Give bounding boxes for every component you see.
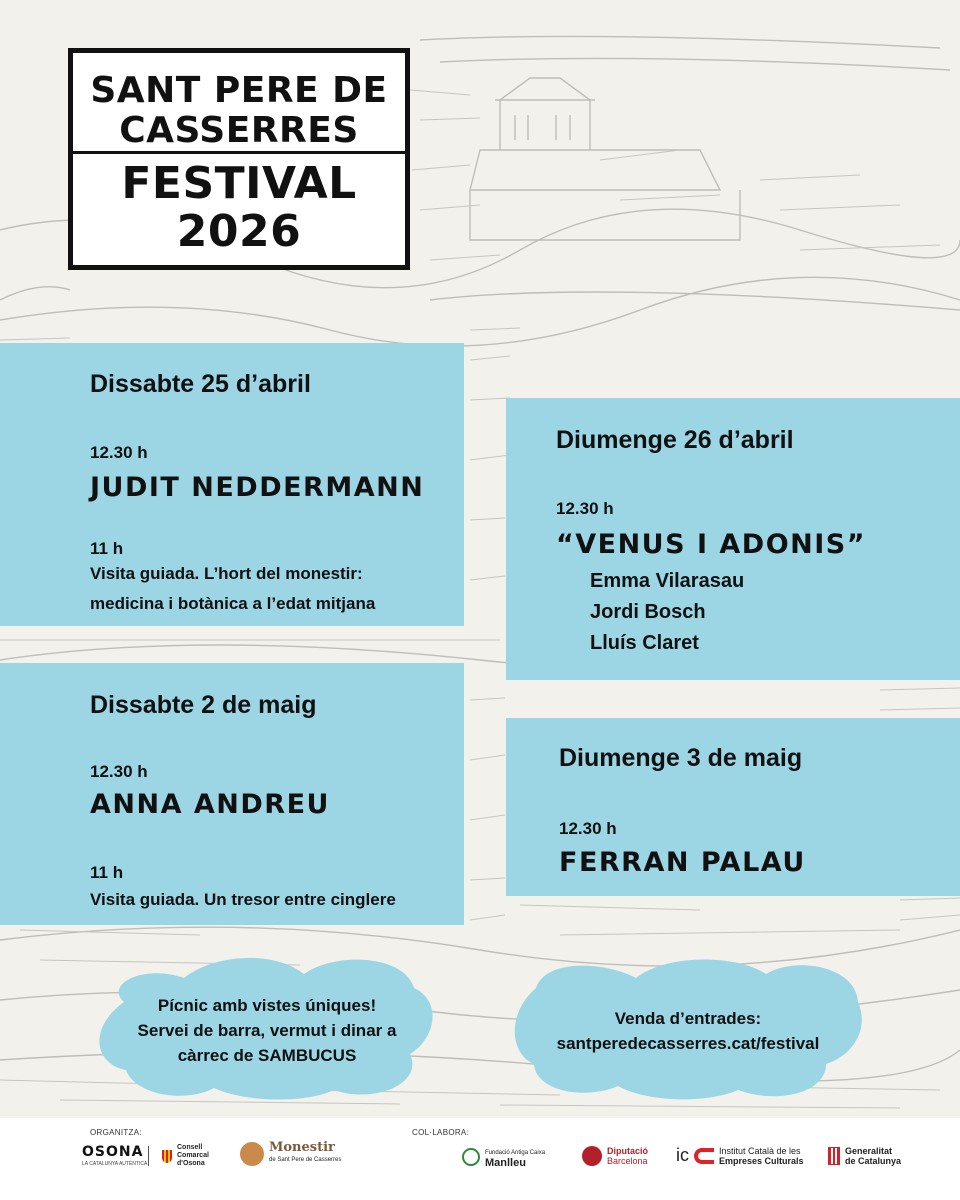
picnic-line-1: Pícnic amb vistes úniques! [157,996,377,1015]
event-time: 12.30 h [90,443,148,462]
generalitat-stripes-icon [828,1147,840,1165]
icec-line-2: Empreses Culturals [719,1155,804,1166]
event-time: 12.30 h [559,819,617,838]
title-year: 2026 [176,206,302,257]
event-day: Diumenge 26 d’abril [556,426,794,454]
festival-title-box [68,48,410,270]
monestir-text [269,1140,342,1165]
event-block-sun-3-may [506,718,960,896]
consell-line-3: d'Osona [177,1160,205,1167]
fundacio-line-1: Fundació Antiga Caixa [485,1150,546,1156]
picnic-text [114,993,420,1068]
icec-logo [676,1145,804,1166]
consell-shield-icon [162,1150,172,1163]
event-artist: JUDIT NEDDERMANN [90,472,425,503]
event-block-sun-26-april [506,398,960,680]
icec-c-icon [694,1148,714,1164]
visit-time: 11 h [90,863,124,882]
title-line-1: SANT PERE DE [90,70,388,111]
fundacio-line-2: Manlleu [485,1157,526,1169]
footer-divider [148,1146,149,1166]
icec-line-1: Institut Català de les [719,1145,801,1156]
fundacio-leaf-icon [462,1148,480,1166]
diputacio-line-2: Barcelona [607,1156,648,1166]
cast-list [590,566,744,659]
title-line-2: CASSERRES [119,110,359,151]
organitza-label: ORGANITZA: [90,1128,142,1137]
generalitat-text [845,1146,901,1166]
event-time: 12.30 h [556,499,614,518]
monestir-line-2: de Sant Pere de Casserres [269,1157,342,1163]
fundacio-text [485,1146,545,1168]
event-block-sat-2-may [0,663,464,925]
title-location [73,53,405,151]
cast-member: Lluís Claret [590,632,699,654]
event-artist: ANNA ANDREU [90,789,330,820]
osona-tagline: LA CATALUNYA AUTÈNTICA [82,1161,148,1167]
fundacio-manlleu-logo [462,1146,545,1168]
visit-description: Visita guiada. Un tresor entre cinglere [90,890,396,909]
consell-line-1: Consell [177,1144,203,1151]
monestir-line-1: Monestir [269,1140,335,1155]
consell-comarcal-logo [162,1144,209,1168]
event-day: Dissabte 25 d’abril [90,370,311,398]
tickets-label: Venda d’entrades: [614,1009,762,1028]
event-block-sat-25-april [0,343,464,626]
event-artist: “VENUS I ADONIS” [556,529,866,560]
osona-logo [82,1144,147,1167]
generalitat-line-1: Generalitat [845,1146,893,1156]
cast-member: Emma Vilarasau [590,570,745,592]
event-artist: FERRAN PALAU [559,847,806,878]
diputacio-line-1: Diputació [607,1146,649,1156]
collabora-label: COL·LABORA: [412,1128,470,1137]
event-time: 12.30 h [90,762,148,781]
icec-mark: ic [676,1145,689,1165]
diputacio-text [607,1146,648,1166]
tickets-website-link[interactable]: santperedecasserres.cat/festival [556,1034,820,1053]
event-day: Diumenge 3 de maig [559,744,803,772]
visit-line-1: Visita guiada. L’hort del monestir: [90,564,363,583]
generalitat-logo [828,1146,901,1166]
osona-wordmark: OSONA [82,1144,144,1160]
visit-description [90,559,375,619]
tickets-text [536,1006,840,1056]
monestir-seal-icon [240,1142,264,1166]
cast-member: Jordi Bosch [590,601,706,623]
picnic-line-3: càrrec de SAMBUCUS [177,1046,357,1065]
icec-text [719,1146,804,1166]
event-day: Dissabte 2 de maig [90,691,317,719]
generalitat-line-2: de Catalunya [845,1156,902,1166]
sponsors-footer [0,1118,960,1200]
picnic-line-2: Servei de barra, vermut i dinar a [137,1021,397,1040]
monestir-logo [240,1142,341,1166]
consell-line-2: Comarcal [177,1152,209,1159]
title-line-3: FESTIVAL [121,158,357,209]
title-festival [73,154,405,256]
consell-text [177,1144,209,1168]
visit-time: 11 h [90,539,124,558]
diputacio-emblem-icon [582,1146,602,1166]
diputacio-barcelona-logo [582,1146,648,1166]
visit-line-2: medicina i botànica a l’edat mitjana [90,594,376,613]
